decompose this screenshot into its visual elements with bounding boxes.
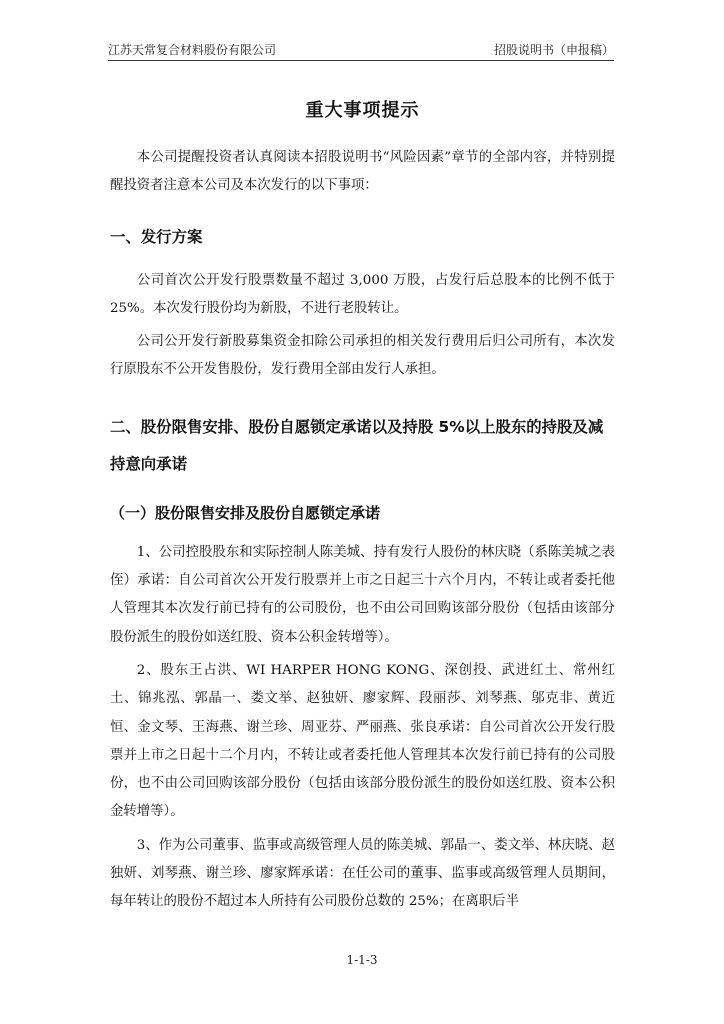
company-name: 江苏天常复合材料股份有限公司 — [108, 43, 277, 57]
section-1-paragraph-1: 公司首次公开发行股票数量不超过 3,000 万股，占发行后总股本的比例不低于 25%。本次发行股份均为新股，不进行老股转让。 — [110, 272, 615, 316]
document-type: 招股说明书（申报稿） — [493, 43, 614, 57]
subsection-1-heading: （一）股份限售安排及股份自愿锁定承诺 — [110, 503, 381, 522]
document-body — [110, 96, 615, 922]
section-2-paragraph-2: 2、股东王占洪、WI HARPER HONG KONG、深创投、武进红土、常州红土、锦兆泓、郭晶一、娄文举、赵独妍、廖家辉、段丽莎、刘琴燕、邬克非、黄近恒、金文琴、王海燕、谢兰珍、周亚芬、严丽燕、张良承诺：自公司首次公开发行股票并上市之日起十二个月内，不转让或者委托他人管理其本次发行前已持有的公司股份，也不由公司回购该部分股份（包括由该部分股份派生的股份如送红股、资本公积金转增等）。 — [110, 662, 615, 820]
section-2-heading: 二、股份限售安排、股份自愿锁定承诺以及持股 5%以上股东的持股及减持意向承诺 — [110, 417, 604, 473]
section-2-paragraph-1: 1、公司控股股东和实际控制人陈美城、持有发行人股份的林庆晓（系陈美城之表侄）承诺：自公司首次公开发行股票并上市之日起三十六个月内，不转让或者委托他人管理其本次发行前已持有的公司股份，也不由公司回购该部分股份（包括由该部分股份派生的股份如送红股、资本公积金转增等）。 — [110, 544, 615, 645]
intro-paragraph: 本公司提醒投资者认真阅读本招股说明书“风险因素”章节的全部内容，并特别提醒投资者注意本公司及本次发行的以下事项： — [110, 150, 615, 194]
page-number: 1-1-3 — [346, 953, 378, 967]
section-2-paragraph-3: 3、作为公司董事、监事或高级管理人员的陈美城、郭晶一、娄文举、林庆晓、赵独妍、刘琴燕、谢兰珍、廖家辉承诺：在任公司的董事、监事或高级管理人员期间，每年转让的股份不超过本人所持有公司股份总数的 25%；在离职后半 — [110, 837, 615, 910]
page-header — [108, 38, 614, 61]
section-1-heading: 一、发行方案 — [110, 227, 203, 246]
section-1-paragraph-2: 公司公开发行新股募集资金扣除公司承担的相关发行费用后归公司所有，本次发行原股东不公开发售股份，发行费用全部由发行人承担。 — [110, 334, 615, 378]
page-title: 重大事项提示 — [305, 100, 420, 121]
